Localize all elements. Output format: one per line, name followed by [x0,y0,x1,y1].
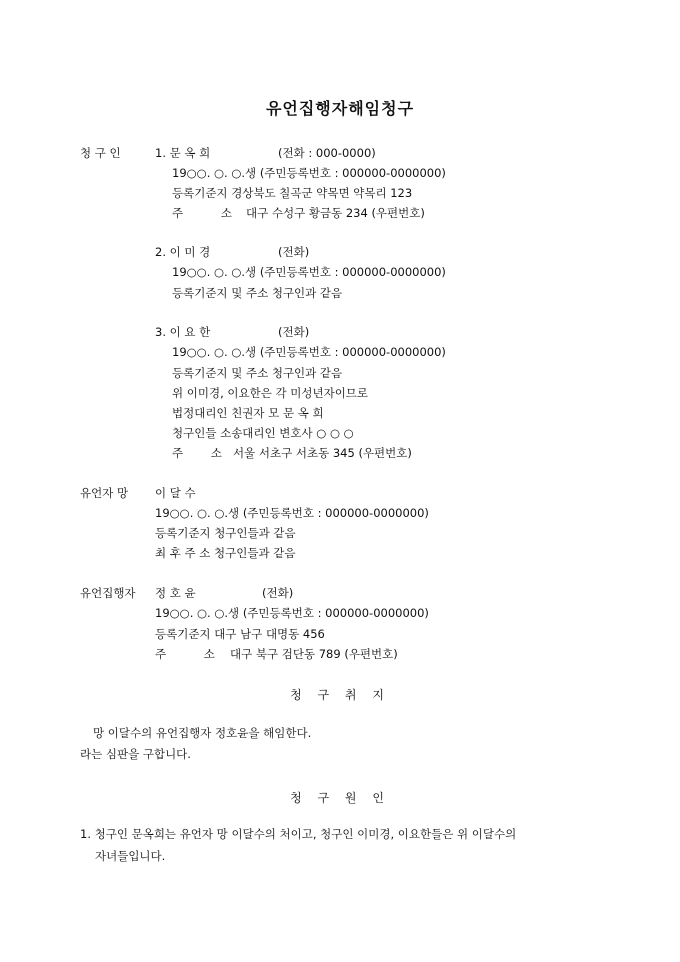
deceased-last-address: 최 후 주 소 청구인들과 같음 [155,546,296,560]
claimant3-address: 서울 서초구 서초동 345 (우편번호) [233,446,412,460]
claimant1-address-label: 주 소 [172,206,232,220]
executor-label: 유언집행자 [80,586,136,600]
deceased-domicile: 등록기준지 청구인들과 같음 [155,526,296,540]
purpose-heading: 청 구 취 지 [290,688,390,702]
document-title: 유언집행자해임청구 [265,99,415,118]
purpose-line-1: 망 이달수의 유언집행자 정호윤을 해임한다. [93,726,312,740]
cause-heading: 청 구 원 인 [290,791,390,805]
claimant1-domicile: 등록기준지 경상북도 칠곡군 약목면 약목리 123 [172,186,413,200]
claimant2-birth: 19○○. ○. ○.생 (주민등록번호 : 000000-0000000) [172,265,446,279]
deceased-name: 이 달 수 [155,486,196,500]
cause-line-1: 1. 청구인 문옥희는 유언자 망 이달수의 처이고, 청구인 이미경, 이요한들은 위 이달수의 [80,827,517,841]
claimant3-guardian: 법정대리인 친권자 모 문 옥 희 [172,406,324,420]
executor-address: 대구 북구 검단동 789 (우편번호) [230,647,398,661]
executor-birth: 19○○. ○. ○.생 (주민등록번호 : 000000-0000000) [155,606,429,620]
cause-line-2: 자녀들입니다. [95,849,166,863]
executor-address-label: 주 소 [155,647,215,661]
claimants-label: 청 구 인 [80,146,121,160]
claimant1-name: 1. 문 옥 희 [155,146,211,160]
deceased-birth: 19○○. ○. ○.생 (주민등록번호 : 000000-0000000) [155,506,429,520]
claimant1-phone: (전화 : 000-0000) [278,146,376,160]
claimant2-domicile: 등록기준지 및 주소 청구인과 같음 [172,286,343,300]
claimant3-phone: (전화) [278,325,310,339]
executor-domicile: 등록기준지 대구 남구 대명동 456 [155,627,325,641]
deceased-label: 유언자 망 [80,486,129,500]
claimant1-address: 대구 수성구 황금동 234 (우편번호) [246,206,425,220]
claimant1-birth: 19○○. ○. ○.생 (주민등록번호 : 000000-0000000) [172,166,446,180]
executor-phone: (전화) [262,586,294,600]
claimant3-attorney: 청구인들 소송대리인 변호사 ○ ○ ○ [172,426,354,440]
claimant2-name: 2. 이 미 경 [155,245,211,259]
claimant3-minor-note: 위 이미경, 이요한은 각 미성년자이므로 [172,386,369,400]
executor-name: 정 호 윤 [155,586,196,600]
claimant3-domicile: 등록기준지 및 주소 청구인과 같음 [172,366,343,380]
claimant2-phone: (전화) [278,245,310,259]
claimant3-name: 3. 이 요 한 [155,325,211,339]
claimant3-birth: 19○○. ○. ○.생 (주민등록번호 : 000000-0000000) [172,345,446,359]
claimant3-address-label: 주 소 [172,446,222,460]
purpose-line-2: 라는 심판을 구합니다. [80,747,191,761]
